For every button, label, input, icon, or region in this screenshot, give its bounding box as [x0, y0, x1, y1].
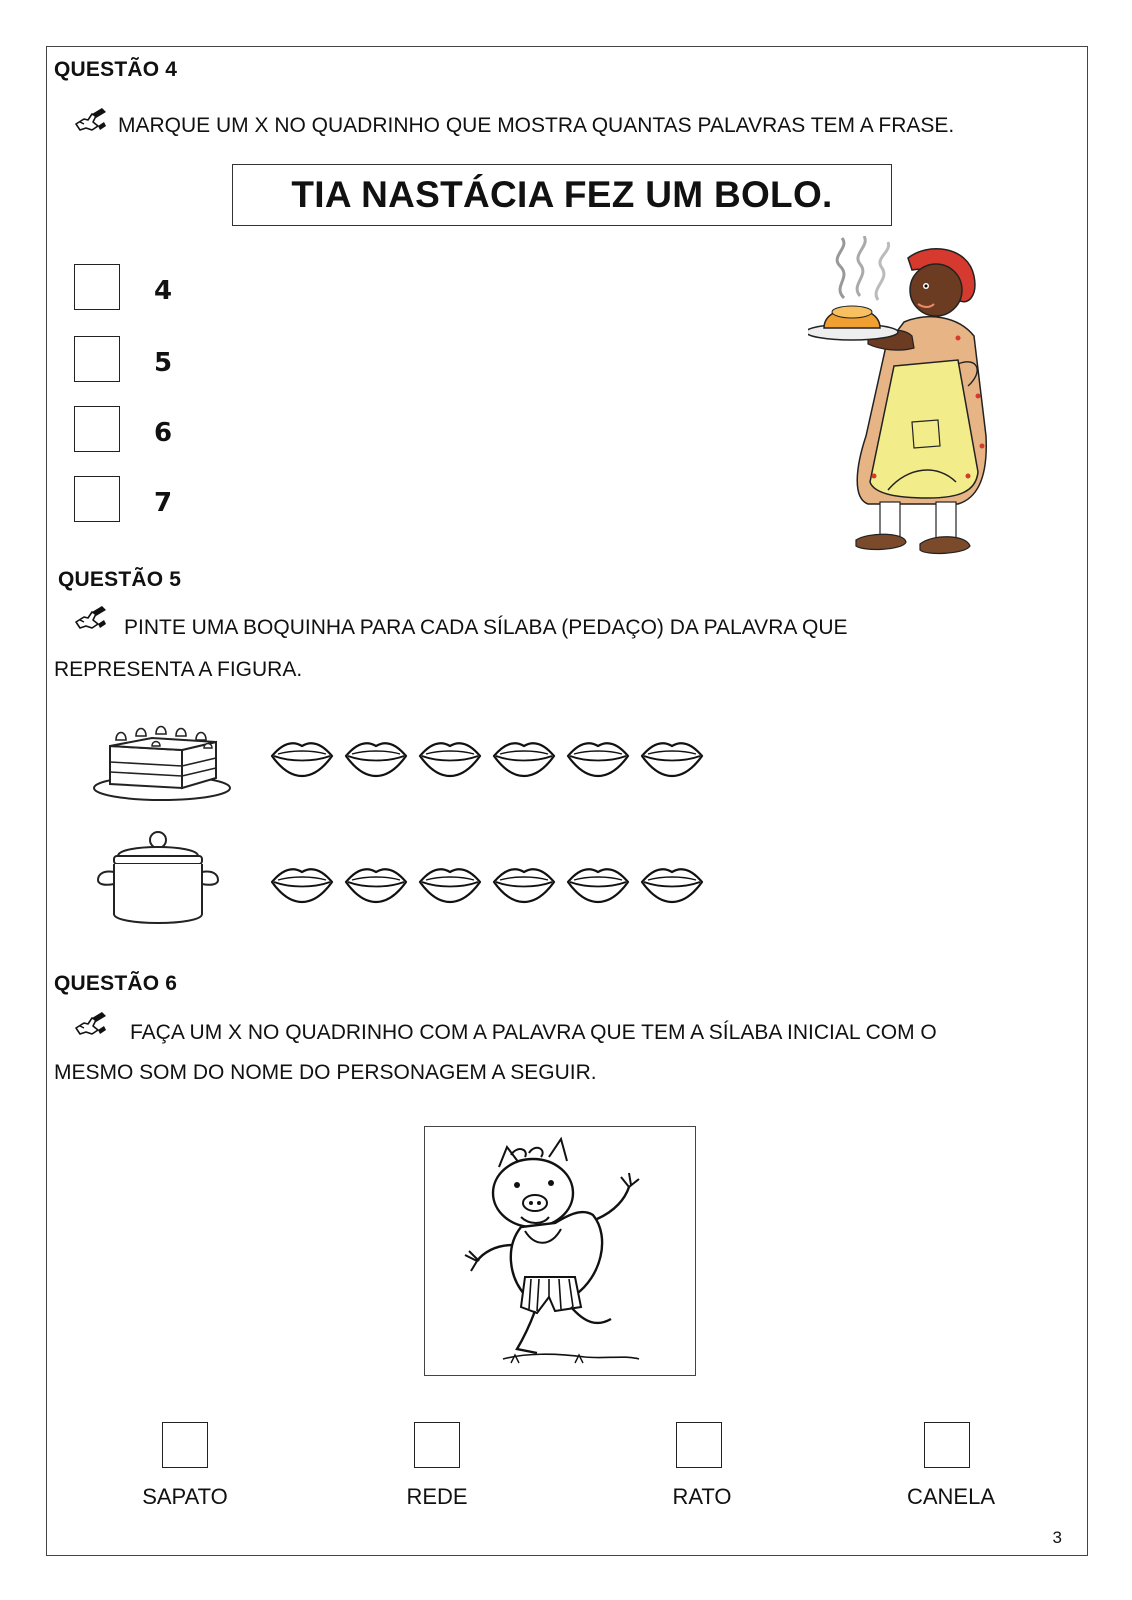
word-checkbox-sapato[interactable] — [162, 1422, 208, 1468]
word-label-canela: CANELA — [906, 1484, 996, 1509]
option-label-7: 7 — [154, 488, 173, 518]
question-6-instruction-line1: FAÇA UM X NO QUADRINHO COM A PALAVRA QUE TEM A SÍLABA INICIAL COM O — [130, 1021, 937, 1044]
option-label-4: 4 — [154, 276, 173, 306]
lips-row-pot — [270, 862, 704, 904]
question-4-title: QUESTÃO 4 — [54, 58, 178, 81]
lips-icon[interactable] — [566, 736, 630, 778]
hand-pencil-icon — [74, 606, 108, 632]
option-checkbox-6[interactable] — [74, 406, 120, 452]
option-checkbox-4[interactable] — [74, 264, 120, 310]
word-checkbox-rede[interactable] — [414, 1422, 460, 1468]
question-5-instruction-line2: REPRESENTA A FIGURA. — [54, 658, 303, 681]
question-4-instruction: MARQUE UM X NO QUADRINHO QUE MOSTRA QUANTAS PALAVRAS TEM A FRASE. — [118, 114, 955, 137]
word-label-rato: RATO — [672, 1484, 732, 1509]
lips-icon[interactable] — [270, 862, 334, 904]
page-number: 3 — [1052, 1528, 1062, 1547]
lips-icon[interactable] — [418, 862, 482, 904]
word-label-sapato: SAPATO — [142, 1484, 228, 1509]
question-6-title: QUESTÃO 6 — [54, 972, 178, 995]
pig-picture-frame — [424, 1126, 696, 1376]
lips-icon[interactable] — [566, 862, 630, 904]
option-checkbox-7[interactable] — [74, 476, 120, 522]
lips-icon[interactable] — [344, 736, 408, 778]
pig-character-icon — [425, 1127, 693, 1373]
word-checkbox-rato[interactable] — [676, 1422, 722, 1468]
lips-icon[interactable] — [344, 862, 408, 904]
sentence-text: TIA NASTÁCIA FEZ UM BOLO. — [291, 174, 833, 215]
cake-icon — [92, 712, 234, 804]
hand-pencil-icon — [74, 1012, 108, 1038]
lips-icon[interactable] — [492, 736, 556, 778]
lips-icon[interactable] — [640, 736, 704, 778]
lips-icon[interactable] — [492, 862, 556, 904]
lips-icon[interactable] — [418, 736, 482, 778]
question-6-instruction-line2: MESMO SOM DO NOME DO PERSONAGEM A SEGUIR. — [54, 1061, 597, 1084]
question-5-title: QUESTÃO 5 — [58, 568, 182, 591]
word-checkbox-canela[interactable] — [924, 1422, 970, 1468]
lips-row-cake — [270, 736, 704, 778]
sentence-box — [232, 164, 892, 226]
question-5-instruction-line1: PINTE UMA BOQUINHA PARA CADA SÍLABA (PEDAÇO) DA PALAVRA QUE — [124, 616, 848, 639]
option-label-5: 5 — [154, 348, 173, 378]
lips-icon[interactable] — [640, 862, 704, 904]
option-label-6: 6 — [154, 418, 173, 448]
hand-pencil-icon — [74, 108, 108, 134]
woman-with-cake-icon — [808, 236, 1010, 570]
lips-icon[interactable] — [270, 736, 334, 778]
option-checkbox-5[interactable] — [74, 336, 120, 382]
pot-icon — [96, 830, 220, 930]
word-label-rede: REDE — [406, 1484, 468, 1509]
